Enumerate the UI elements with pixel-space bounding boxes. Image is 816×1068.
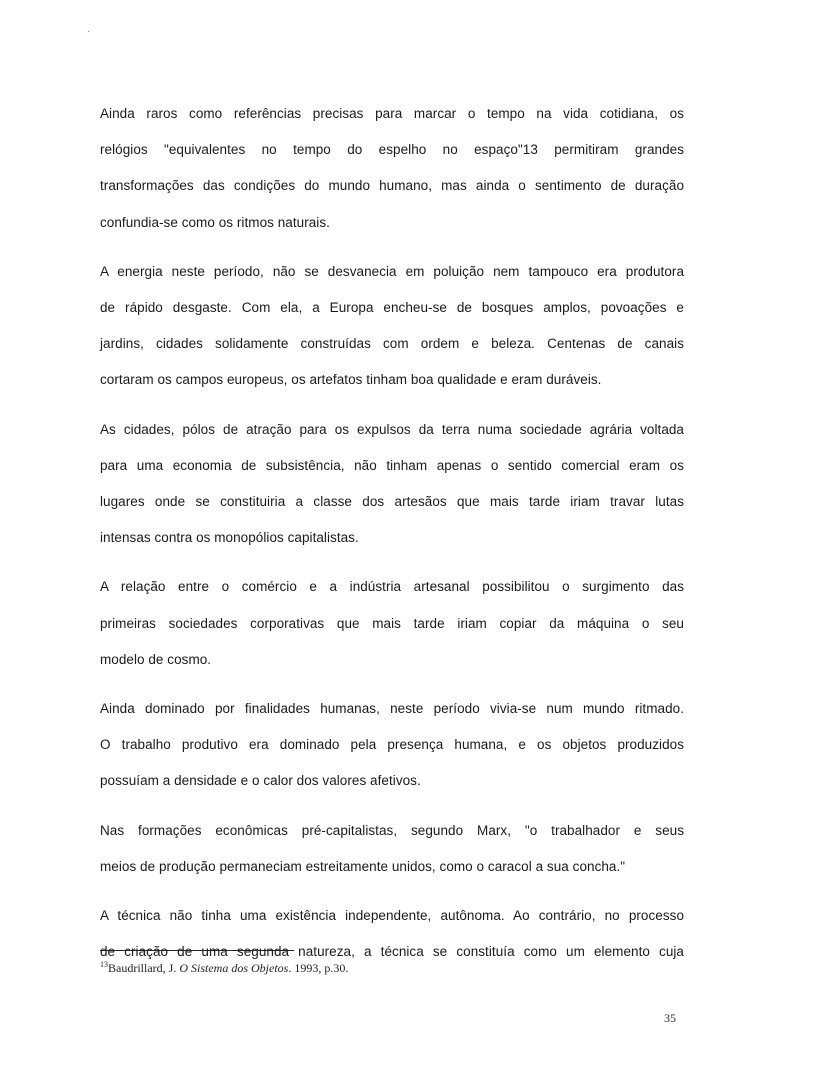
text-line: intensas contra os monopólios capitalistas. bbox=[100, 530, 359, 546]
text-line: jardins, cidades solidamente construídas com ordem e beleza. Centenas de canais bbox=[100, 336, 684, 352]
paragraph bbox=[100, 813, 684, 885]
scan-speck bbox=[88, 31, 89, 32]
text-line: de rápido desgaste. Com ela, a Europa encheu-se de bosques amplos, povoações e bbox=[100, 300, 684, 316]
footnote-title: O Sistema dos Objetos bbox=[179, 961, 289, 975]
text-line: Ainda dominado por finalidades humanas, neste período vivia-se num mundo ritmado. bbox=[100, 701, 684, 717]
paragraph bbox=[100, 412, 684, 557]
paragraph bbox=[100, 569, 684, 678]
text-line: O trabalho produtivo era dominado pela presença humana, e os objetos produzidos bbox=[100, 737, 684, 753]
text-line: cortaram os campos europeus, os artefatos tinham boa qualidade e eram duráveis. bbox=[100, 372, 602, 388]
text-line: possuíam a densidade e o calor dos valores afetivos. bbox=[100, 773, 421, 789]
paragraph bbox=[100, 96, 684, 241]
footnote bbox=[100, 960, 348, 976]
paragraph bbox=[100, 691, 684, 800]
footnote-separator bbox=[100, 950, 294, 951]
paragraph bbox=[100, 254, 684, 399]
text-line: para uma economia de subsistência, não tinham apenas o sentido comercial eram os bbox=[100, 457, 684, 473]
footnote-number: 13 bbox=[100, 960, 108, 969]
text-line: modelo de cosmo. bbox=[100, 651, 212, 667]
text-line: A técnica não tinha uma existência independente, autônoma. Ao contrário, no processo bbox=[100, 908, 684, 924]
text-line: confundia-se como os ritmos naturais. bbox=[100, 214, 330, 230]
text-line: transformações das condições do mundo humano, mas ainda o sentimento de duração bbox=[100, 178, 684, 194]
text-line: A energia neste período, não se desvanecia em poluição nem tampouco era produtora bbox=[100, 263, 684, 279]
text-line: lugares onde se constituiria a classe dos artesãos que mais tarde iriam travar lutas bbox=[100, 494, 684, 510]
footnote-rest: . 1993, p.30. bbox=[288, 961, 349, 975]
text-line: As cidades, pólos de atração para os expulsos da terra numa sociedade agrária voltada bbox=[100, 421, 684, 437]
text-line: Nas formações econômicas pré-capitalistas, segundo Marx, "o trabalhador e seus bbox=[100, 822, 684, 838]
text-line: meios de produção permaneciam estreitamente unidos, como o caracol a sua concha." bbox=[100, 858, 626, 874]
page-number: 35 bbox=[664, 1011, 676, 1025]
text-line: relógios "equivalentes no tempo do espelho no espaço"13 permitiram grandes bbox=[100, 142, 684, 158]
text-line: primeiras sociedades corporativas que mais tarde iriam copiar da máquina o seu bbox=[100, 615, 684, 631]
text-line: de criação de uma segunda natureza, a técnica se constituía como um elemento cuja bbox=[100, 944, 684, 960]
body-text bbox=[100, 96, 684, 983]
text-line: Ainda raros como referências precisas para marcar o tempo na vida cotidiana, os bbox=[100, 106, 684, 121]
text-line: A relação entre o comércio e a indústria artesanal possibilitou o surgimento das bbox=[100, 579, 684, 595]
footnote-author: Baudrillard, J. bbox=[108, 961, 180, 975]
